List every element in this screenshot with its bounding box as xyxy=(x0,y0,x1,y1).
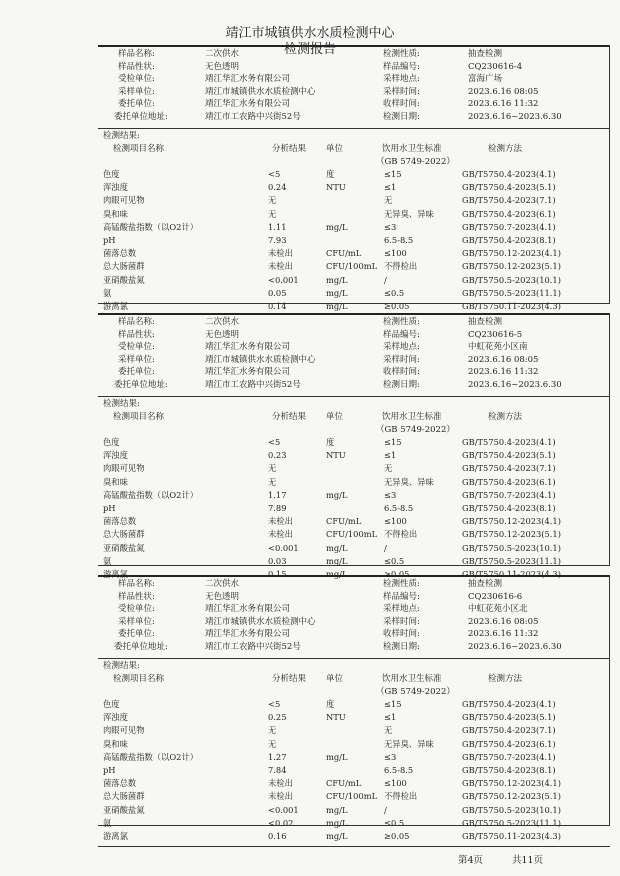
cell-unit: CFU/100mL xyxy=(326,261,378,272)
cell-method: GB/T5750.4-2023(4.1) xyxy=(462,169,556,179)
label-sample-time: 采样时间: xyxy=(383,354,420,365)
cell-item: pH xyxy=(103,503,116,513)
cell-std: 6.5-8.5 xyxy=(384,235,414,245)
page-number: 第4页 xyxy=(458,855,484,866)
label-client: 受检单位: xyxy=(118,74,155,85)
section-right-border xyxy=(609,575,610,826)
cell-std: / xyxy=(384,542,387,553)
col-header-item: 检测项目名称 xyxy=(113,673,165,684)
section-separator xyxy=(98,313,610,315)
cell-unit: CFU/mL xyxy=(326,516,362,527)
cell-unit: 度 xyxy=(326,699,335,709)
value-sample-no: CQ230616-4 xyxy=(468,61,523,72)
cell-result: 无 xyxy=(268,725,277,736)
cell-item: 氨 xyxy=(103,555,112,566)
cell-result: <0.001 xyxy=(268,274,299,285)
results-label: 检测结果: xyxy=(103,130,140,141)
results-label: 检测结果: xyxy=(103,398,140,409)
cell-item: 亚硝酸盐氮 xyxy=(103,274,145,285)
cell-std: ≤1 xyxy=(384,712,397,723)
value-sample-time: 2023.6.16 08:05 xyxy=(468,86,539,97)
value-sample-site: 中虹花苑小区南 xyxy=(468,342,528,353)
cell-method: GB/T5750.4-2023(6.1) xyxy=(462,476,556,487)
cell-item: 浑浊度 xyxy=(103,712,128,723)
cell-method: GB/T5750.4-2023(5.1) xyxy=(462,450,556,461)
cell-result: 1.11 xyxy=(268,221,287,232)
cell-result: 未检出 xyxy=(268,248,293,259)
value-client: 靖江华汇水务有限公司 xyxy=(205,342,291,353)
value-check-type: 抽查检测 xyxy=(468,317,503,327)
col-header-std-sub: （GB 5749-2022） xyxy=(376,424,455,435)
cell-std: 6.5-8.5 xyxy=(384,765,414,775)
cell-std: / xyxy=(384,804,387,815)
cell-result: 0.05 xyxy=(268,287,287,298)
cell-unit: CFU/100mL xyxy=(326,529,378,540)
cell-unit: CFU/100mL xyxy=(326,791,378,802)
cell-item: 菌落总数 xyxy=(103,778,137,789)
col-header-item: 检测项目名称 xyxy=(113,411,165,422)
label-sample-no: 样品编号: xyxy=(383,329,420,340)
label-sample-site: 采样地点: xyxy=(383,604,420,615)
cell-std: ≥0.05 xyxy=(384,301,410,311)
col-header-unit: 单位 xyxy=(326,673,344,684)
label-sample-name: 样品名称: xyxy=(118,317,155,327)
cell-item: 肉眼可见物 xyxy=(103,195,145,206)
cell-item: 游离氯 xyxy=(103,301,128,311)
cell-item: pH xyxy=(103,765,116,775)
section-right-border xyxy=(609,45,610,304)
cell-unit: CFU/mL xyxy=(326,778,362,789)
label-receive-time: 收样时间: xyxy=(383,629,420,640)
section-right-border xyxy=(609,313,610,566)
cell-item: 色度 xyxy=(103,169,120,179)
label-client: 受检单位: xyxy=(118,604,155,615)
cell-std: ≤15 xyxy=(384,169,402,179)
value-sample-site: 中虹花苑小区北 xyxy=(468,604,528,615)
cell-method: GB/T5750.12-2023(4.1) xyxy=(462,516,561,527)
cell-result: 未检出 xyxy=(268,778,293,789)
col-header-method: 检测方法 xyxy=(488,411,523,422)
value-sample-name: 二次供水 xyxy=(205,579,240,589)
cell-item: 亚硝酸盐氮 xyxy=(103,804,145,815)
value-sample-state: 无色透明 xyxy=(205,61,240,72)
label-sample-site: 采样地点: xyxy=(383,342,420,353)
label-sampler: 采样单位: xyxy=(118,616,155,627)
header-rule xyxy=(98,658,610,659)
cell-unit: mg/L xyxy=(326,274,348,285)
cell-unit: mg/L xyxy=(326,751,348,762)
cell-item: 肉眼可见物 xyxy=(103,463,145,474)
value-sample-state: 无色透明 xyxy=(205,329,240,340)
value-entrust-addr: 靖江市工农路中兴街52号 xyxy=(205,642,301,652)
cell-item: 臭和味 xyxy=(103,476,128,487)
col-header-unit: 单位 xyxy=(326,143,344,154)
cell-result: <5 xyxy=(268,437,281,447)
label-entrust: 委托单位: xyxy=(118,367,155,378)
value-entrust: 靖江华汇水务有限公司 xyxy=(205,367,291,378)
value-receive-time: 2023.6.16 11:32 xyxy=(468,367,539,378)
cell-item: 高锰酸盐指数（以O2计） xyxy=(103,751,199,762)
label-entrust: 委托单位: xyxy=(118,99,155,110)
cell-method: GB/T5750.5-2023(11.1) xyxy=(462,287,561,298)
cell-std: 无 xyxy=(384,195,393,206)
header-rule xyxy=(98,396,610,397)
value-entrust-addr: 靖江市工农路中兴街52号 xyxy=(205,112,301,122)
col-header-item: 检测项目名称 xyxy=(113,143,165,154)
cell-result: <0.001 xyxy=(268,804,299,815)
cell-result: 无 xyxy=(268,738,277,749)
value-sample-time: 2023.6.16 08:05 xyxy=(468,616,539,627)
label-entrust-addr: 委托单位地址: xyxy=(114,380,168,390)
cell-std: 6.5-8.5 xyxy=(384,503,414,513)
cell-method: GB/T5750.12-2023(4.1) xyxy=(462,778,561,789)
cell-method: GB/T5750.4-2023(4.1) xyxy=(462,699,556,709)
cell-std: 无 xyxy=(384,463,393,474)
cell-std: ≤1 xyxy=(384,182,397,193)
col-header-std-sub: （GB 5749-2022） xyxy=(376,686,455,697)
cell-result: 1.17 xyxy=(268,489,287,500)
cell-method: GB/T5750.5-2023(10.1) xyxy=(462,274,561,285)
cell-result: <5 xyxy=(268,699,281,709)
cell-item: 肉眼可见物 xyxy=(103,725,145,736)
label-sample-no: 样品编号: xyxy=(383,591,420,602)
page-total: 共11页 xyxy=(512,855,544,866)
cell-unit: mg/L xyxy=(326,817,348,828)
cell-method: GB/T5750.7-2023(4.1) xyxy=(462,489,556,500)
label-sample-no: 样品编号: xyxy=(383,61,420,72)
report-title: 靖江市城镇供水水质检测中心 xyxy=(225,26,395,41)
cell-method: GB/T5750.5-2023(10.1) xyxy=(462,542,561,553)
cell-item: 色度 xyxy=(103,699,120,709)
label-entrust: 委托单位: xyxy=(118,629,155,640)
cell-item: 臭和味 xyxy=(103,208,128,219)
cell-std: ≤0.5 xyxy=(384,817,405,828)
value-receive-time: 2023.6.16 11:32 xyxy=(468,629,539,640)
cell-result: 无 xyxy=(268,208,277,219)
value-entrust-addr: 靖江市工农路中兴街52号 xyxy=(205,380,301,390)
cell-result: 未检出 xyxy=(268,516,293,527)
cell-item: 总大肠菌群 xyxy=(103,529,145,540)
cell-std: 不得检出 xyxy=(384,791,418,802)
label-sample-state: 样品性状: xyxy=(118,61,155,72)
cell-item: 亚硝酸盐氮 xyxy=(103,542,145,553)
cell-result: 0.15 xyxy=(268,569,287,579)
label-check-type: 检测性质: xyxy=(383,579,420,589)
value-check-type: 抽查检测 xyxy=(468,579,503,589)
label-test-date: 检测日期: xyxy=(383,380,420,390)
cell-std: 无异臭、异味 xyxy=(384,208,434,219)
cell-result: 0.24 xyxy=(268,182,287,193)
cell-method: GB/T5750.5-2023(11.1) xyxy=(462,555,561,566)
cell-unit: mg/L xyxy=(326,831,348,841)
cell-item: 游离氯 xyxy=(103,569,128,579)
label-sample-time: 采样时间: xyxy=(383,86,420,97)
cell-method: GB/T5750.12-2023(5.1) xyxy=(462,791,561,802)
value-entrust: 靖江华汇水务有限公司 xyxy=(205,629,291,640)
col-header-result: 分析结果 xyxy=(272,143,307,154)
section-separator xyxy=(98,575,610,577)
value-sample-site: 富海广场 xyxy=(468,74,503,85)
cell-unit: 度 xyxy=(326,437,335,447)
cell-std: ≤0.5 xyxy=(384,555,405,566)
cell-result: 0.23 xyxy=(268,450,287,461)
label-check-type: 检测性质: xyxy=(383,49,420,59)
cell-method: GB/T5750.4-2023(6.1) xyxy=(462,208,556,219)
cell-result: 未检出 xyxy=(268,791,293,802)
cell-method: GB/T5750.5-2023(10.1) xyxy=(462,804,561,815)
cell-item: 总大肠菌群 xyxy=(103,261,145,272)
label-sampler: 采样单位: xyxy=(118,354,155,365)
cell-method: GB/T5750.11-2023(4.3) xyxy=(462,569,561,579)
col-header-std: 饮用水卫生标准 xyxy=(382,143,442,154)
cell-std: ≤3 xyxy=(384,751,397,762)
cell-result: 无 xyxy=(268,195,277,206)
col-header-std: 饮用水卫生标准 xyxy=(382,411,442,422)
cell-result: 0.14 xyxy=(268,301,287,311)
label-client: 受检单位: xyxy=(118,342,155,353)
cell-item: 总大肠菌群 xyxy=(103,791,145,802)
footer-rule xyxy=(98,846,610,847)
value-sampler: 靖江市城镇供水水质检测中心 xyxy=(205,616,316,627)
label-entrust-addr: 委托单位地址: xyxy=(114,642,168,652)
label-test-date: 检测日期: xyxy=(383,642,420,652)
value-sampler: 靖江市城镇供水水质检测中心 xyxy=(205,86,316,97)
value-sample-state: 无色透明 xyxy=(205,591,240,602)
cell-unit: mg/L xyxy=(326,555,348,566)
cell-result: 7.89 xyxy=(268,503,287,513)
cell-unit: mg/L xyxy=(326,221,348,232)
cell-item: pH xyxy=(103,235,116,245)
value-check-type: 抽查检测 xyxy=(468,49,503,59)
label-sample-state: 样品性状: xyxy=(118,329,155,340)
cell-std: ≤15 xyxy=(384,437,402,447)
label-sample-time: 采样时间: xyxy=(383,616,420,627)
cell-method: GB/T5750.11-2023(4.3) xyxy=(462,831,561,841)
cell-method: GB/T5750.7-2023(4.1) xyxy=(462,751,556,762)
cell-std: ≤3 xyxy=(384,489,397,500)
cell-std: ≤3 xyxy=(384,221,397,232)
col-header-result: 分析结果 xyxy=(272,673,307,684)
cell-std: 不得检出 xyxy=(384,261,418,272)
label-entrust-addr: 委托单位地址: xyxy=(114,112,168,122)
value-test-date: 2023.6.16~2023.6.30 xyxy=(468,642,562,652)
value-test-date: 2023.6.16~2023.6.30 xyxy=(468,112,562,122)
cell-unit: mg/L xyxy=(326,804,348,815)
section-separator xyxy=(98,45,610,47)
cell-method: GB/T5750.4-2023(8.1) xyxy=(462,503,556,513)
cell-result: 0.16 xyxy=(268,831,287,841)
report-subtitle: 检测报告 xyxy=(283,42,336,57)
col-header-method: 检测方法 xyxy=(488,673,523,684)
cell-result: 0.25 xyxy=(268,712,287,723)
cell-std: ≥0.05 xyxy=(384,831,410,841)
cell-unit: NTU xyxy=(326,450,346,461)
label-test-date: 检测日期: xyxy=(383,112,420,122)
cell-item: 菌落总数 xyxy=(103,248,137,259)
cell-result: <5 xyxy=(268,169,281,179)
value-client: 靖江华汇水务有限公司 xyxy=(205,74,291,85)
cell-item: 菌落总数 xyxy=(103,516,137,527)
cell-result: 未检出 xyxy=(268,529,293,540)
value-sample-name: 二次供水 xyxy=(205,49,240,59)
cell-method: GB/T5750.7-2023(4.1) xyxy=(462,221,556,232)
cell-result: 1.27 xyxy=(268,751,287,762)
cell-std: 不得检出 xyxy=(384,529,418,540)
value-receive-time: 2023.6.16 11:32 xyxy=(468,99,539,110)
cell-unit: CFU/mL xyxy=(326,248,362,259)
cell-item: 高锰酸盐指数（以O2计） xyxy=(103,489,199,500)
label-receive-time: 收样时间: xyxy=(383,99,420,110)
section-bottom-rule xyxy=(98,303,610,304)
label-sample-name: 样品名称: xyxy=(118,49,155,59)
cell-unit: mg/L xyxy=(326,489,348,500)
value-sampler: 靖江市城镇供水水质检测中心 xyxy=(205,354,316,365)
cell-item: 氨 xyxy=(103,817,112,828)
cell-method: GB/T5750.4-2023(7.1) xyxy=(462,725,556,736)
label-check-type: 检测性质: xyxy=(383,317,420,327)
cell-unit: NTU xyxy=(326,182,346,193)
cell-result: 无 xyxy=(268,476,277,487)
cell-result: 未检出 xyxy=(268,261,293,272)
cell-std: 无异臭、异味 xyxy=(384,476,434,487)
cell-method: GB/T5750.4-2023(5.1) xyxy=(462,712,556,723)
cell-method: GB/T5750.4-2023(7.1) xyxy=(462,195,556,206)
section-bottom-rule xyxy=(98,825,610,826)
value-test-date: 2023.6.16~2023.6.30 xyxy=(468,380,562,390)
cell-method: GB/T5750.4-2023(8.1) xyxy=(462,765,556,775)
header-rule xyxy=(98,128,610,129)
cell-result: 7.84 xyxy=(268,765,287,775)
cell-unit: 度 xyxy=(326,169,335,179)
cell-result: <0.001 xyxy=(268,542,299,553)
cell-std: ≥0.05 xyxy=(384,569,410,579)
value-entrust: 靖江华汇水务有限公司 xyxy=(205,99,291,110)
col-header-method: 检测方法 xyxy=(488,143,523,154)
cell-item: 浑浊度 xyxy=(103,182,128,193)
cell-item: 浑浊度 xyxy=(103,450,128,461)
col-header-unit: 单位 xyxy=(326,411,344,422)
cell-method: GB/T5750.12-2023(4.1) xyxy=(462,248,561,259)
cell-std: 无 xyxy=(384,725,393,736)
cell-result: 0.03 xyxy=(268,555,287,566)
cell-unit: NTU xyxy=(326,712,346,723)
cell-result: <0.02 xyxy=(268,817,294,828)
cell-unit: mg/L xyxy=(326,301,348,311)
cell-item: 色度 xyxy=(103,437,120,447)
cell-unit: mg/L xyxy=(326,542,348,553)
cell-method: GB/T5750.11-2023(4.3) xyxy=(462,301,561,311)
value-sample-time: 2023.6.16 08:05 xyxy=(468,354,539,365)
cell-method: GB/T5750.5-2023(11.1) xyxy=(462,817,561,828)
cell-method: GB/T5750.4-2023(6.1) xyxy=(462,738,556,749)
cell-std: ≤0.5 xyxy=(384,287,405,298)
cell-unit: mg/L xyxy=(326,287,348,298)
value-client: 靖江华汇水务有限公司 xyxy=(205,604,291,615)
value-sample-no: CQ230616-5 xyxy=(468,329,523,340)
cell-std: ≤15 xyxy=(384,699,402,709)
results-label: 检测结果: xyxy=(103,660,140,671)
cell-std: ≤1 xyxy=(384,450,397,461)
cell-std: ≤100 xyxy=(384,516,407,527)
cell-method: GB/T5750.12-2023(5.1) xyxy=(462,261,561,272)
cell-result: 7.93 xyxy=(268,235,287,245)
value-sample-name: 二次供水 xyxy=(205,317,240,327)
cell-method: GB/T5750.4-2023(4.1) xyxy=(462,437,556,447)
cell-std: ≤100 xyxy=(384,248,407,259)
cell-item: 氨 xyxy=(103,287,112,298)
label-sampler: 采样单位: xyxy=(118,86,155,97)
cell-method: GB/T5750.12-2023(5.1) xyxy=(462,529,561,540)
cell-result: 无 xyxy=(268,463,277,474)
cell-item: 高锰酸盐指数（以O2计） xyxy=(103,221,199,232)
cell-method: GB/T5750.4-2023(7.1) xyxy=(462,463,556,474)
cell-item: 游离氯 xyxy=(103,831,128,841)
cell-std: ≤100 xyxy=(384,778,407,789)
cell-unit: mg/L xyxy=(326,569,348,579)
cell-item: 臭和味 xyxy=(103,738,128,749)
col-header-result: 分析结果 xyxy=(272,411,307,422)
col-header-std: 饮用水卫生标准 xyxy=(382,673,442,684)
cell-method: GB/T5750.4-2023(5.1) xyxy=(462,182,556,193)
value-sample-no: CQ230616-6 xyxy=(468,591,523,602)
label-sample-state: 样品性状: xyxy=(118,591,155,602)
cell-method: GB/T5750.4-2023(8.1) xyxy=(462,235,556,245)
section-bottom-rule xyxy=(98,565,610,566)
label-sample-site: 采样地点: xyxy=(383,74,420,85)
label-receive-time: 收样时间: xyxy=(383,367,420,378)
col-header-std-sub: （GB 5749-2022） xyxy=(376,156,455,167)
label-sample-name: 样品名称: xyxy=(118,579,155,589)
cell-std: 无异臭、异味 xyxy=(384,738,434,749)
cell-std: / xyxy=(384,274,387,285)
